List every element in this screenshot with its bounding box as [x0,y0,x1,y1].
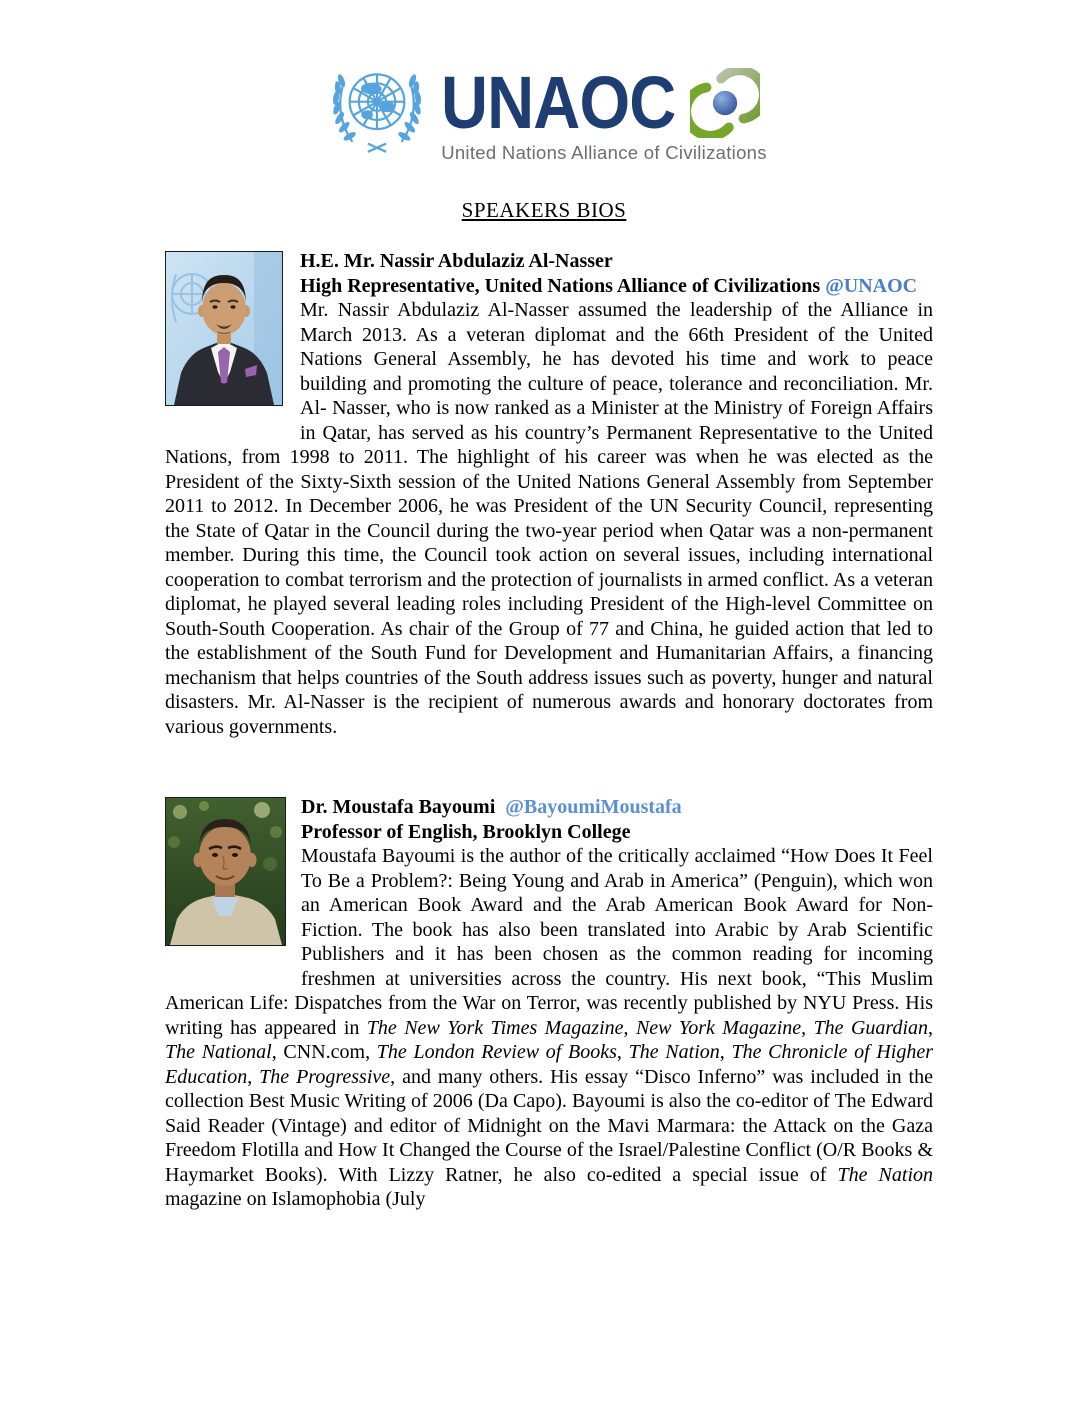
logo-text-block [441,60,767,164]
speaker-photo-al-nasser [165,251,283,406]
bio-text: magazine on Islamophobia (July [165,1188,426,1210]
publication-title: The Guardian [813,1016,929,1039]
speaker-role-text: High Representative, United Nations Alliance of Civilizations [300,274,826,297]
logo-acronym: UNAOC [441,60,676,144]
publication-title: The New York Times Magazine [366,1016,624,1039]
bio-text: , [801,1016,814,1039]
document-body [165,249,933,1212]
unaoc-swirl-icon [690,68,760,138]
unaoc-logo [0,0,1088,164]
bio-text: , [719,1041,732,1063]
speaker-section-al-nasser [165,249,933,739]
publication-title: The Chronicle of Higher Education [165,1041,934,1088]
bio-text: Mr. Nassir Abdulaziz Al-Nasser assumed the leadership of the Alliance in March 2013. As a veteran diplomat and the 66th President of the United Nations General Assembly, he has devoted his time and work to peace building and promoting the culture of peace, tolerance and reconciliation. Mr. Al- Nasser, who is now ranked as a Minister at the Ministry of Foreign Affairs in Qatar, has served as his country’s Permanent Representative to the United Nations, from 1998 to 2011. The highlight of his career was when he was elected as the President of the Sixty-Sixth session of the United Nations General Assembly from September 2011 to 2012. In December 2006, he was President of the UN Security Council, representing the State of Qatar in the Council during the two-year period when Qatar was a non-permanent member. During this time, the Council took action on several issues, including international cooperation to combat terrorism and the protection of journalists in armed conflict. As a veteran diplomat, he played several leading roles including President of the High-level Committee on South-South Cooperation. As chair of the Group of 77 and China, he guided action that led to the establishment of the South Fund for Development and Humanitarian Affairs, a financing mechanism that helps countries of the South address issues such as poverty, hunger and natural disasters. Mr. Al-Nasser is the recipient of numerous awards and honorary doctorates from various governments. [165,299,933,738]
speaker-name: H.E. Mr. Nassir Abdulaziz Al-Nasser [300,250,613,272]
speaker-name-text: Dr. Moustafa Bayoumi [301,796,506,818]
publication-title: The London Review of Books [376,1041,617,1063]
publication-title: The National [165,1041,272,1063]
publication-title: The Nation [837,1163,934,1186]
publication-title: The Progressive [259,1065,391,1088]
logo-subtitle: United Nations Alliance of Civilizations [441,142,767,163]
un-emblem-icon [321,58,433,160]
bio-text: , [616,1041,629,1063]
bio-text: , [623,1016,636,1039]
bio-text: , [247,1065,260,1088]
bio-text: , [928,1016,934,1039]
publication-title: The Nation [628,1041,720,1063]
bio-text: , and many others. His essay “Disco Inferno” was included in the collection Best Music Writing of 2006 (Da Capo). Bayoumi is also the co-editor of The Edward Said Reader (Vintage) and editor of Midnight on the Mavi Marmara: the Attack on the Gaza Freedom Flotilla and How It Changed the Course of the Israel/Palestine Conflict (O/R Books & Haymarket Books). With Lizzy Ratner, he also co-edited a special issue of [165,1065,933,1186]
twitter-handle-bayoumi[interactable]: @BayoumiMoustafa [505,796,682,818]
bio-text: , CNN.com, [271,1041,377,1063]
speaker-photo-bayoumi [165,797,286,946]
twitter-handle-unaoc[interactable]: @UNAOC [825,274,918,297]
bio-text: Moustafa Bayoumi is the author of the critically acclaimed “How Does It Feel To Be a Problem?: Being Young and Arab in America” (Penguin), which won an American Book Award and the Arab American Book Award for Non-Fiction. The book has also been translated into Arabic by Arab Scientific Publishers and it has been chosen as the common reading for incoming freshmen at universities across the country. His next book, “This Muslim American Life: Dispatches from the War on Terror, was recently published by NYU Press. His writing has appeared in [165,845,933,1039]
speaker-section-bayoumi [165,795,933,1212]
publication-title: New York Magazine [635,1016,802,1039]
page-title: SPEAKERS BIOS [461,198,627,222]
speaker-role: Professor of English, Brooklyn College [301,820,631,843]
